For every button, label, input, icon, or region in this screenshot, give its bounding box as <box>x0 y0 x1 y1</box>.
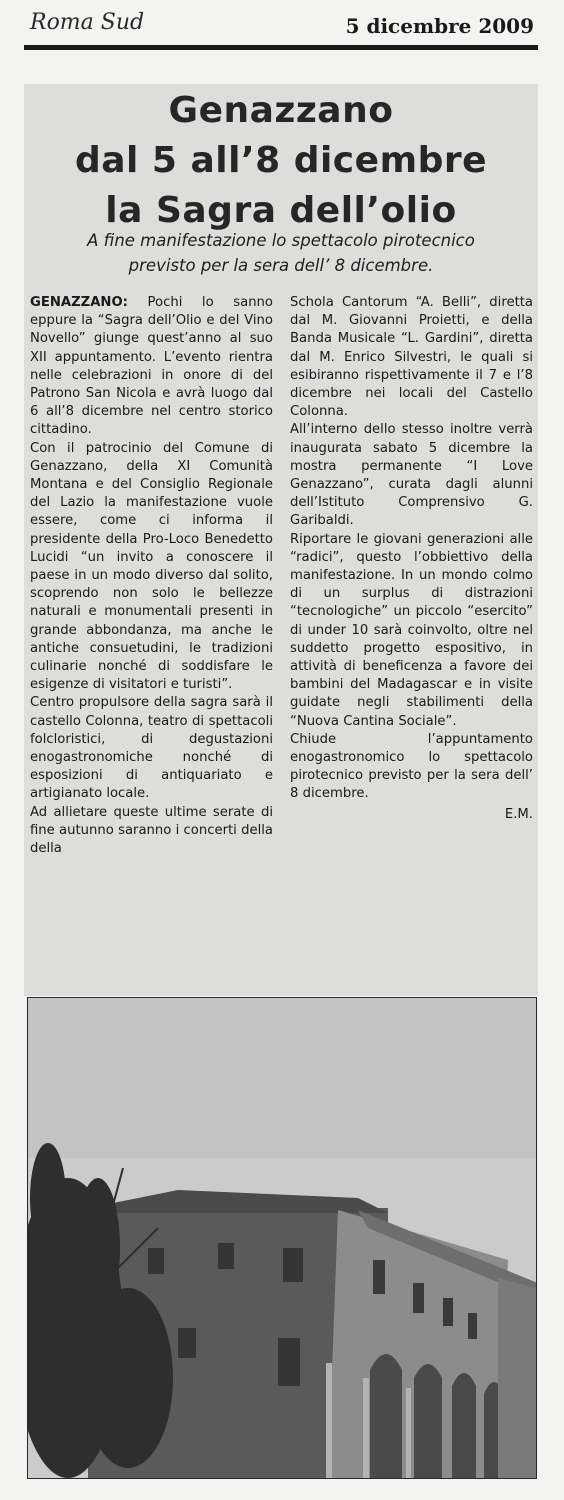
subheadline-line: A fine manifestazione lo spettacolo pirotecnico <box>87 231 475 250</box>
article-box <box>24 84 538 996</box>
subheadline <box>24 228 538 278</box>
paragraph: Schola Cantorum “A. Belli”, diretta dal M. Giovanni Proietti, e della Banda Musicale “L. Gardini”, diretta dal M. Enrico Silvestri, le quali si esibiranno rispettivamente il 7 e l’8 dicembre nei locali del Castello Colonna. <box>290 295 533 420</box>
paragraph: Ad allietare queste ultime serate di fine autunno saranno i concerti della della <box>30 804 273 857</box>
castle-illustration <box>28 998 536 1478</box>
paragraph: Chiude l’appuntamento enogastronomico lo spettacolo pirotecnico previsto per la sera dell’ 8 dicembre. <box>290 731 533 802</box>
castle-photo <box>27 997 537 1479</box>
headline-line: Genazzano <box>168 90 394 131</box>
paragraph: Riportare le giovani generazioni alle “radici”, questo l’obbiettivo della manifestazione. In un mondo colmo di un surplus di distrazioni “tecnologiche” un piccolo “esercito” di under 10 sarà coinvolto, oltre nel suddetto progetto espositivo, in attività di beneficenza a favore dei bambini del Madagascar e in visite guidate negli stabilimenti della “Nuova Cantina Sociale”. <box>290 531 533 729</box>
article-column-right <box>290 294 533 824</box>
publication-date: 5 dicembre 2009 <box>345 14 534 38</box>
headline-line: dal 5 all’8 dicembre <box>74 140 488 181</box>
page-header <box>28 8 536 44</box>
headline-line: la Sagra dell’olio <box>105 190 457 231</box>
paragraph: Centro propulsore della sagra sarà il castello Colonna, teatro di spettacoli folcloristici, di degustazioni enogastronomiche nonché di esposizioni di antiquariato e artigianato locale. <box>30 695 273 802</box>
header-rule <box>24 45 538 50</box>
author-signature: E.M. <box>504 806 533 822</box>
paragraph: All’interno dello stesso inoltre verrà inaugurata sabato 5 dicembre la mostra permanente “I Love Genazzano”, curata dagli alunni dell’Istituto Comprensivo G. Garibaldi. <box>290 422 533 529</box>
dateline: GENAZZANO: <box>30 295 128 310</box>
paragraph: Con il patrocinio del Comune di Genazzano, della XI Comunità Montana e del Consiglio Regionale del Lazio la manifestazione vuole essere, come ci informa il presidente della Pro-Loco Benedetto Lucidi “un invito a conoscere il paese in un modo diverso dal solito, scoprendo non solo le bellezze naturali e monumentali presenti in grande abbondanza, ma anche le antiche consuetudini, le tradizioni culinarie nonché di soddisfare le esigenze di visitatori e turisti”. <box>30 440 273 693</box>
subheadline-line: previsto per la sera dell’ 8 dicembre. <box>128 256 434 275</box>
article-column-left <box>30 294 273 858</box>
publication-name: Roma Sud <box>30 10 145 35</box>
paragraph-text: Pochi lo sanno eppure la “Sagra dell’Olio e del Vino Novello” giunge quest’anno al suo XII appuntamento. L’evento rientra nelle celebrazioni in onore di del Patrono San Nicola e avrà luogo dal 6 all’8 dicembre nel centro storico cittadino. <box>30 295 273 438</box>
headline <box>24 86 538 236</box>
paragraph <box>30 294 273 440</box>
